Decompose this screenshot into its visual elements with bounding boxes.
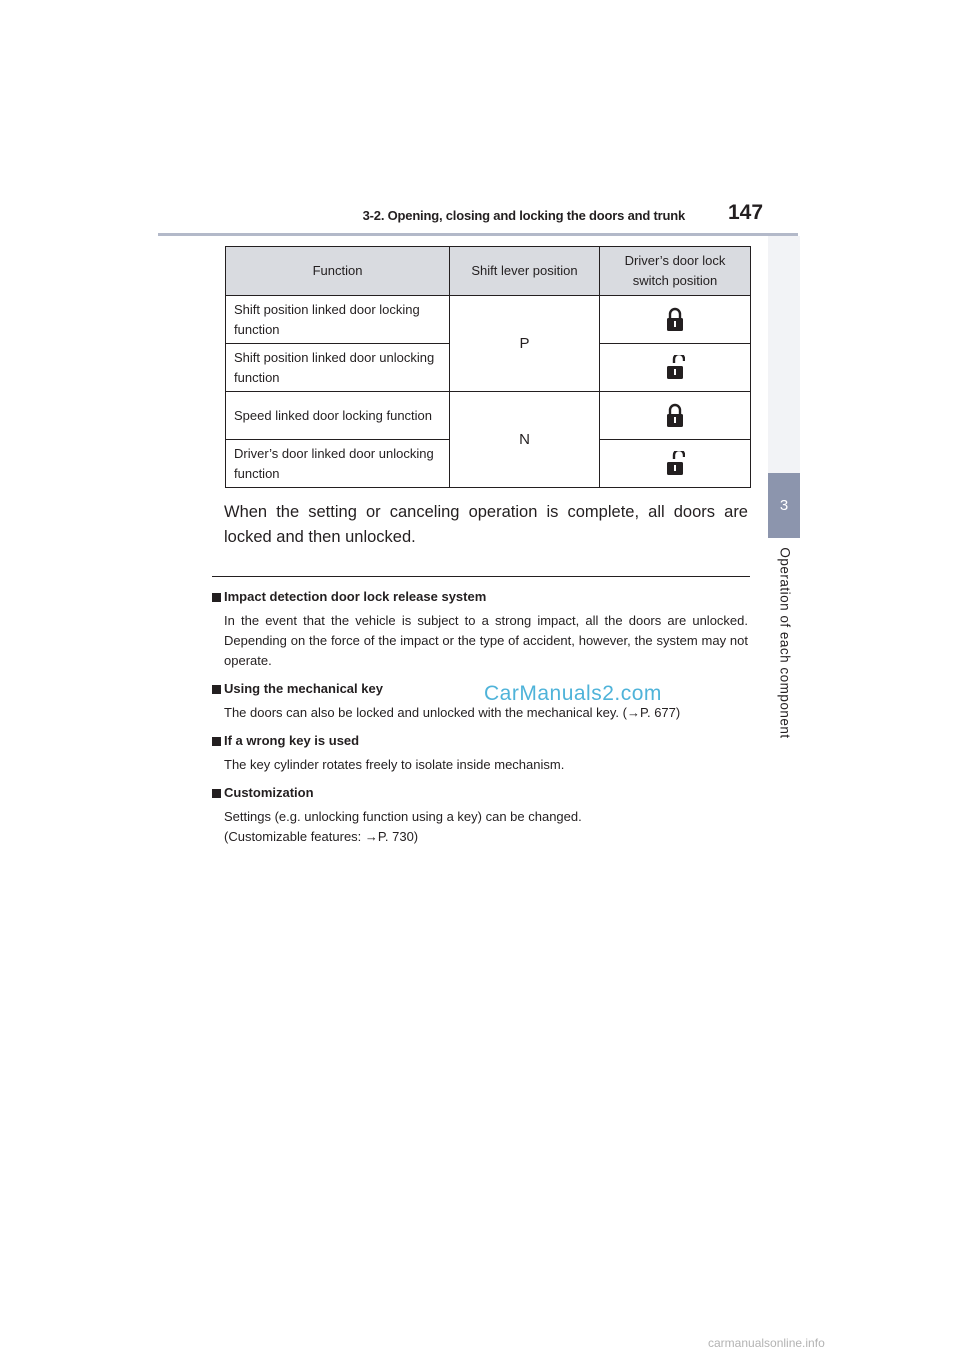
function-cell: Driver’s door linked door unlocking function: [226, 440, 450, 488]
switch-position-cell: [600, 344, 751, 392]
lock-open-icon: [665, 355, 685, 381]
shift-position-cell: N: [450, 392, 600, 488]
chapter-title: Operation of each component: [777, 547, 793, 739]
function-cell: Shift position linked door locking function: [226, 296, 450, 344]
table-header-row: [226, 247, 751, 296]
chapter-number: 3: [779, 497, 789, 514]
note-heading: [212, 783, 748, 803]
note-body: The key cylinder rotates freely to isolate inside mechanism.: [224, 757, 565, 772]
table-row: [226, 392, 751, 440]
note-item: [212, 731, 748, 775]
note-heading-text: Impact detection door lock release system: [224, 589, 487, 604]
note-item: [212, 679, 748, 723]
note-heading-text: Customization: [224, 785, 314, 800]
notes-section: [212, 587, 748, 855]
function-cell: Shift position linked door unlocking function: [226, 344, 450, 392]
square-bullet-icon: [212, 789, 221, 798]
header-function: Function: [226, 247, 450, 296]
function-cell: Speed linked door locking function: [226, 392, 450, 440]
header-switch-position: Driver’s door lock switch position: [600, 247, 751, 296]
lock-closed-icon: [665, 403, 685, 429]
body-paragraph: When the setting or canceling operation is complete, all doors are locked and then unlocked.: [224, 503, 748, 546]
header-shift-lever: Shift lever position: [450, 247, 600, 296]
note-heading-text: If a wrong key is used: [224, 733, 360, 748]
table-row: [226, 296, 751, 344]
note-body: In the event that the vehicle is subject to a strong impact, all the doors are unlocked. Depending on the force of the impact or the type of accident, however, the system may not operate.: [224, 613, 748, 668]
square-bullet-icon: [212, 737, 221, 746]
switch-position-cell: [600, 296, 751, 344]
shift-position-cell: P: [450, 296, 600, 392]
switch-position-cell: [600, 440, 751, 488]
note-heading-text: Using the mechanical key: [224, 681, 383, 696]
switch-position-cell: [600, 392, 751, 440]
square-bullet-icon: [212, 593, 221, 602]
note-heading: [212, 679, 748, 699]
note-body: Settings (e.g. unlocking function using a key) can be changed. (Customizable features: →P. 730): [224, 809, 582, 844]
watermark-logo: CarManuals2.com: [484, 682, 662, 705]
note-item: [212, 587, 748, 671]
lock-open-icon: [665, 451, 685, 477]
footer-watermark: carmanualsonline.info: [708, 1336, 825, 1350]
running-header: 3-2. Opening, closing and locking the doors and trunk: [362, 208, 685, 223]
lock-closed-icon: [665, 307, 685, 333]
chapter-tab: [768, 473, 800, 538]
section-divider: [212, 576, 750, 577]
header-rule: [158, 233, 798, 236]
note-heading: [212, 587, 748, 607]
side-tab-background: [768, 236, 800, 473]
note-item: [212, 783, 748, 847]
note-heading: [212, 731, 748, 751]
square-bullet-icon: [212, 685, 221, 694]
function-table: [225, 246, 751, 488]
page-number: 147: [728, 201, 764, 224]
note-body: The doors can also be locked and unlocked with the mechanical key. (→P. 677): [224, 705, 681, 720]
